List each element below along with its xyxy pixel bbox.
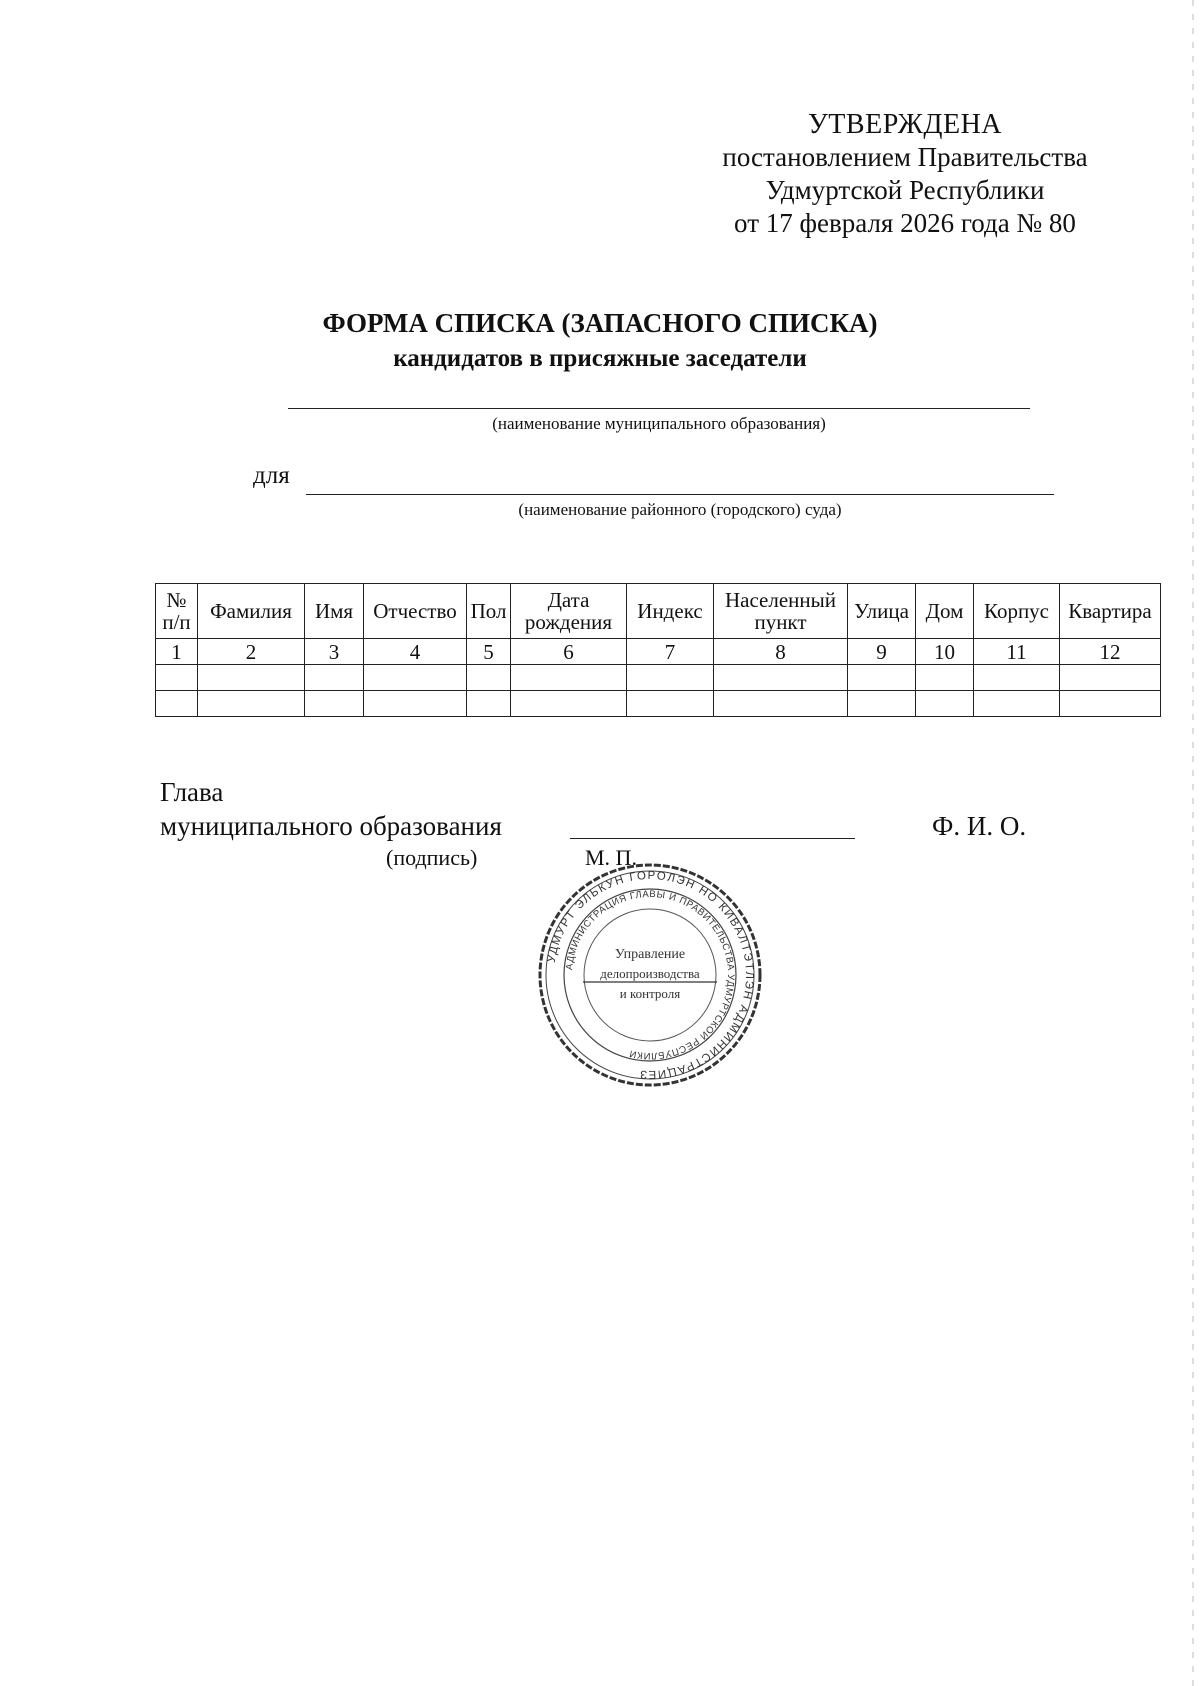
- header-cell-postcode: Индекс: [627, 584, 714, 639]
- table-cell[interactable]: [714, 691, 848, 717]
- municipality-field-line[interactable]: [288, 408, 1030, 409]
- table-cell[interactable]: [467, 691, 511, 717]
- table-cell[interactable]: [364, 665, 467, 691]
- for-label: для: [253, 462, 290, 489]
- header-cell-locality: Населенный пункт: [714, 584, 848, 639]
- header-cell-street: Улица: [848, 584, 916, 639]
- official-stamp: [535, 860, 765, 1090]
- signature-head-label: Глава: [160, 777, 224, 807]
- table-cell[interactable]: [305, 691, 364, 717]
- table-cell[interactable]: [1060, 665, 1161, 691]
- approval-block: [700, 108, 1110, 240]
- table-cell[interactable]: [305, 665, 364, 691]
- approval-line-1: постановлением Правительства: [722, 142, 1088, 172]
- column-number: 4: [364, 639, 467, 665]
- table-cell[interactable]: [627, 665, 714, 691]
- approval-line-2: Удмуртской Республики: [765, 175, 1045, 205]
- table-row[interactable]: [156, 665, 1161, 691]
- table-cell[interactable]: [848, 665, 916, 691]
- header-cell-building: Корпус: [974, 584, 1060, 639]
- column-number: 3: [305, 639, 364, 665]
- stamp-center-line-2: делопроизводства: [600, 966, 700, 981]
- title-line-1: ФОРМА СПИСКА (ЗАПАСНОГО СПИСКА): [322, 308, 878, 338]
- table-cell[interactable]: [156, 691, 198, 717]
- stamp-center-line-1: Управление: [614, 947, 686, 962]
- header-cell-birth-date: Дата рождения: [511, 584, 627, 639]
- approval-heading: УТВЕРЖДЕНА: [807, 109, 1003, 140]
- municipality-caption: (наименование муниципального образования): [492, 414, 826, 433]
- table-cell[interactable]: [916, 665, 974, 691]
- header-cell-patronymic: Отчество: [364, 584, 467, 639]
- column-number: 5: [467, 639, 511, 665]
- table-cell[interactable]: [1060, 691, 1161, 717]
- table-cell[interactable]: [511, 665, 627, 691]
- signature-caption: (подпись): [386, 845, 478, 870]
- signature-line[interactable]: [570, 838, 855, 839]
- table-cell[interactable]: [974, 691, 1060, 717]
- column-number: 8: [714, 639, 848, 665]
- candidates-table: [155, 583, 1161, 717]
- table-cell[interactable]: [974, 665, 1060, 691]
- table-cell[interactable]: [198, 665, 305, 691]
- table-cell[interactable]: [511, 691, 627, 717]
- stamp-center-line-3: и контроля: [619, 986, 681, 1001]
- column-number: 9: [848, 639, 916, 665]
- court-field-line[interactable]: [306, 494, 1054, 495]
- signature-org-label: муниципального образования: [160, 811, 502, 841]
- stamp-outer-text: УДМУРТ ЭЛЬКУН ГОРОЛЭН НО КИВАЛТЭТЛЭН АДМИНИСТРАЦИЕЗ: [545, 869, 756, 1081]
- header-cell-number: № п/п: [156, 584, 198, 639]
- table-cell[interactable]: [627, 691, 714, 717]
- column-number: 6: [511, 639, 627, 665]
- header-cell-apartment: Квартира: [1060, 584, 1161, 639]
- title-line-2: кандидатов в присяжные заседатели: [393, 345, 807, 372]
- column-number: 12: [1060, 639, 1161, 665]
- seal-mark: М. П.: [585, 845, 637, 870]
- table-cell[interactable]: [916, 691, 974, 717]
- document-title: [250, 305, 950, 377]
- table-cell[interactable]: [156, 665, 198, 691]
- approval-line-3: от 17 февраля 2026 года № 80: [734, 208, 1076, 238]
- table-number-row: [156, 639, 1161, 665]
- header-cell-surname: Фамилия: [198, 584, 305, 639]
- scan-edge: [1192, 0, 1194, 1686]
- column-number: 2: [198, 639, 305, 665]
- table-cell[interactable]: [467, 665, 511, 691]
- table-cell[interactable]: [364, 691, 467, 717]
- header-cell-house: Дом: [916, 584, 974, 639]
- table-cell[interactable]: [198, 691, 305, 717]
- court-caption: (наименование районного (городского) суда): [518, 500, 842, 519]
- stamp-inner-text: АДМИНИСТРАЦИЯ ГЛАВЫ И ПРАВИТЕЛЬСТВА УДМУРТСКОЙ РЕСПУБЛИКИ: [564, 888, 737, 1062]
- table-row[interactable]: [156, 691, 1161, 717]
- table-cell[interactable]: [848, 691, 916, 717]
- column-number: 11: [974, 639, 1060, 665]
- column-number: 1: [156, 639, 198, 665]
- table-cell[interactable]: [714, 665, 848, 691]
- header-cell-name: Имя: [305, 584, 364, 639]
- table-header-row: [156, 584, 1161, 639]
- signature-fio: Ф. И. О.: [932, 811, 1027, 841]
- header-cell-sex: Пол: [467, 584, 511, 639]
- column-number: 10: [916, 639, 974, 665]
- column-number: 7: [627, 639, 714, 665]
